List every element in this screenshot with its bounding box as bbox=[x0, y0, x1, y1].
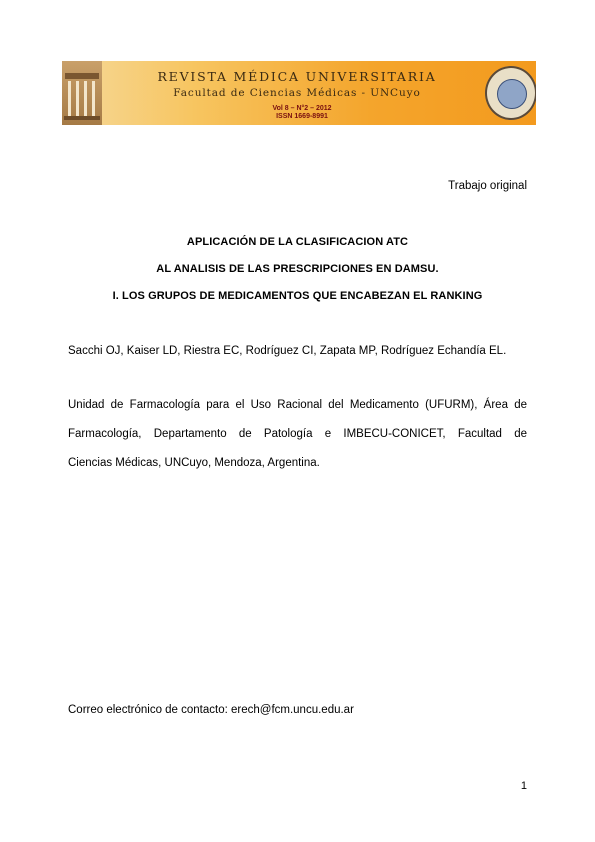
page-number: 1 bbox=[520, 780, 527, 792]
article-type: Trabajo original bbox=[448, 180, 527, 192]
affiliation-line-2: Farmacología, Departamento de Patología e IMBECU-CONICET, Facultad de bbox=[68, 428, 527, 440]
affiliation-line-1: Unidad de Farmacología para el Uso Racional del Medicamento (UFURM), Área de bbox=[68, 399, 527, 411]
authors: Sacchi OJ, Kaiser LD, Riestra EC, Rodríguez CI, Zapata MP, Rodríguez Echandía EL. bbox=[68, 345, 507, 357]
issn: ISSN 1669-8991 bbox=[276, 113, 328, 120]
volume-number: Vol 8 – N°2 – 2012 bbox=[272, 105, 332, 112]
journal-subtitle: Facultad de Ciencias Médicas - UNCuyo bbox=[173, 87, 421, 99]
volume-info bbox=[242, 105, 362, 121]
article-title-line-2: AL ANALISIS DE LAS PRESCRIPCIONES EN DAMSU. bbox=[156, 263, 439, 275]
journal-title: REVISTA MÉDICA UNIVERSITARIA bbox=[157, 69, 437, 84]
contact-email: Correo electrónico de contacto: erech@fcm.uncu.edu.ar bbox=[68, 704, 354, 716]
university-seal-icon bbox=[485, 66, 536, 120]
affiliation-line-3: Ciencias Médicas, UNCuyo, Mendoza, Argentina. bbox=[68, 457, 320, 469]
faculty-building-image bbox=[62, 61, 102, 125]
journal-banner bbox=[62, 61, 536, 125]
article-title-line-3: I. LOS GRUPOS DE MEDICAMENTOS QUE ENCABEZAN EL RANKING bbox=[112, 290, 483, 302]
article-title-line-1: APLICACIÓN DE LA CLASIFICACION ATC bbox=[186, 236, 409, 248]
